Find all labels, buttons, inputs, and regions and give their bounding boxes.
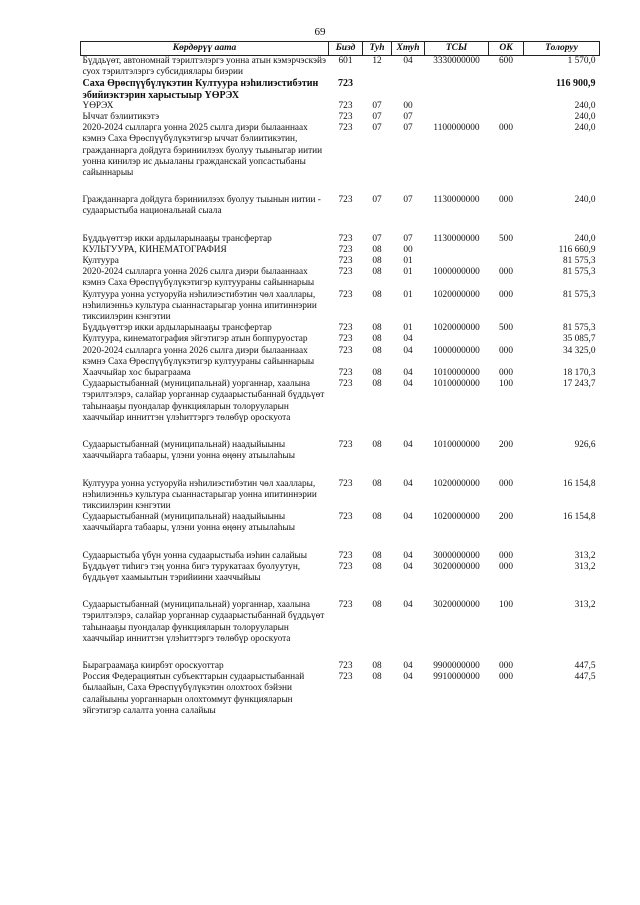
- table-row: [81, 245, 600, 256]
- row-bzd: 723: [338, 267, 353, 278]
- row-sum: 81 575,3: [562, 256, 596, 267]
- table-row: [81, 661, 600, 672]
- table-body: [81, 56, 600, 717]
- row-bzd: 723: [338, 112, 353, 123]
- row-name: 2020-2024 сылларга уонна 2026 сылга диэри былааннаах кэмнэ Саха Өрөспүүбүлүкэтигэр култуураны сайыннарыы: [82, 345, 315, 367]
- row-name: Судаарыстыбаннай (муниципальнай) уорганнар, хаалына тэрилтэлэрэ, салайар уорганнар судаарыстыбаннай бүддьүөт таһынааҕы пуондалар функцияларын толорууларын хааччыйар инниттэн үлэһиттэргэ төлөбүр ороскуота: [82, 379, 325, 423]
- row-htuh: 01: [403, 256, 413, 267]
- row-tsy: [425, 245, 489, 256]
- row-htuh: 04: [403, 440, 413, 451]
- row-name: Култуура уонна устуоруйа нэһилиэстибэтин чөл хааллары, нэһилиэнньэ культура сыаннастарыгар уонна ипитиннэрии тиксиилэрин кэнгэтии: [82, 478, 317, 511]
- row-sum: 240,0: [574, 100, 596, 111]
- row-sum: 17 243,7: [562, 379, 596, 390]
- row-tuh: 08: [372, 660, 382, 671]
- row-bzd: 723: [338, 195, 353, 206]
- row-htuh: 04: [403, 56, 413, 66]
- row-ok: 000: [499, 289, 513, 300]
- row-htuh: 00: [403, 244, 413, 255]
- row-name: КУЛЬТУУРА, КИНЕМАТОГРАФИЯ: [82, 244, 227, 255]
- header-tuh: Туһ: [363, 42, 392, 56]
- row-tsy: [425, 101, 489, 112]
- row-bzd: 723: [338, 550, 353, 561]
- row-tuh: 08: [372, 379, 382, 390]
- table-row: [81, 379, 600, 440]
- row-bzd: 723: [338, 256, 353, 267]
- row-bzd: 601: [338, 56, 353, 66]
- row-bzd: 723: [338, 379, 353, 390]
- row-sum: 81 575,3: [562, 267, 596, 278]
- row-sum: 313,2: [574, 550, 596, 561]
- row-bzd: 723: [338, 323, 353, 334]
- table-header-row: [81, 42, 600, 56]
- row-tsy: 9910000000: [433, 672, 480, 683]
- table-row: [81, 368, 600, 379]
- row-tuh: 08: [372, 289, 382, 300]
- row-htuh: 01: [403, 289, 413, 300]
- row-tuh: 08: [372, 345, 382, 356]
- row-tuh: 08: [372, 323, 382, 334]
- row-htuh: 04: [403, 334, 413, 345]
- row-name: Судаарыстыбаннай (муниципальнай) уорганнар, хаалына тэрилтэлэрэ, салайар уорганнар судаарыстыбаннай бүддьүөт таһынааҕы пуондалар функцияларын толорууларын хааччыйар инниттэн үлэһиттэргэ төлөбүр ороскуота: [82, 600, 325, 644]
- row-ok: 200: [499, 512, 513, 523]
- row-htuh: 07: [403, 123, 413, 134]
- row-bzd: 723: [338, 78, 353, 90]
- row-bzd: 723: [338, 512, 353, 523]
- row-htuh: 04: [403, 512, 413, 523]
- row-tsy: 3330000000: [433, 56, 480, 66]
- row-tuh: 08: [372, 672, 382, 683]
- row-ok: 600: [499, 56, 513, 66]
- row-bzd: 723: [338, 100, 353, 111]
- table-row: [81, 234, 600, 245]
- budget-table: [80, 41, 600, 717]
- row-htuh: 04: [403, 660, 413, 671]
- row-tuh: 08: [372, 440, 382, 451]
- row-tsy: [425, 112, 489, 123]
- table-row: [81, 440, 600, 478]
- row-ok: 000: [499, 672, 513, 683]
- row-sum: 116 900,9: [556, 78, 596, 90]
- row-tsy: 1010000000: [433, 379, 480, 390]
- row-name: 2020-2024 сылларга уонна 2026 сылга диэри былааннаах кэмнэ Саха Өрөспүүбүлүкэтигэр култуураны сайыннарыы: [82, 267, 315, 289]
- row-sum: 313,2: [574, 561, 596, 572]
- row-tuh: 08: [372, 334, 382, 345]
- table-row: [81, 256, 600, 267]
- row-tsy: 3020000000: [433, 600, 480, 611]
- row-ok: 000: [499, 368, 513, 379]
- row-ok: 500: [499, 233, 513, 244]
- row-ok: 000: [499, 550, 513, 561]
- row-tsy: 1010000000: [433, 440, 480, 451]
- row-htuh: 00: [403, 100, 413, 111]
- row-name: Судаарыстыба үбүн уонна судаарыстыба иэһин салайыы: [82, 550, 307, 561]
- row-sum: 240,0: [574, 233, 596, 244]
- row-tsy: [425, 256, 489, 267]
- header-ok: ОК: [489, 42, 524, 56]
- row-ok: 000: [499, 267, 513, 278]
- row-tuh: 08: [372, 512, 382, 523]
- row-ok: 100: [499, 600, 513, 611]
- row-name: Култуура: [82, 256, 119, 267]
- table-row: [81, 267, 600, 289]
- row-name: Бүддьүөт, автономнай тэрилтэлэргэ уонна атын кэмэрчэскэйэ суох тэрилтэлэргэ субсидиялары биэрии: [82, 56, 326, 78]
- row-name: ҮӨРЭХ: [82, 100, 114, 111]
- row-htuh: 07: [403, 112, 413, 123]
- row-tsy: 3020000000: [433, 561, 480, 572]
- row-htuh: 04: [403, 600, 413, 611]
- table-row: [81, 323, 600, 334]
- header-bzd: Бизд: [329, 42, 363, 56]
- header-name: Көрдөрүү аата: [81, 42, 329, 56]
- row-ok: 000: [499, 195, 513, 206]
- row-bzd: 723: [338, 440, 353, 451]
- row-sum: 16 154,8: [562, 478, 596, 489]
- row-name: Бүддьүөттэр икки ардыларынааҕы трансфертар: [82, 323, 272, 334]
- header-htuh: Хтуһ: [392, 42, 425, 56]
- row-ok: 000: [499, 345, 513, 356]
- row-bzd: 723: [338, 244, 353, 255]
- row-htuh: 07: [403, 195, 413, 206]
- row-name: Ыччат бэлиитикэтэ: [82, 112, 160, 123]
- row-tsy: 1100000000: [433, 123, 480, 134]
- table-row: [81, 101, 600, 112]
- row-sum: 34 325,0: [562, 345, 596, 356]
- row-bzd: 723: [338, 368, 353, 379]
- table-row: [81, 512, 600, 550]
- row-tsy: 1000000000: [433, 267, 480, 278]
- row-htuh: 04: [403, 550, 413, 561]
- row-ok: 500: [499, 323, 513, 334]
- row-tuh: 08: [372, 368, 382, 379]
- table-row: [81, 672, 600, 717]
- row-tsy: 1020000000: [433, 512, 480, 523]
- row-tuh: 08: [372, 478, 382, 489]
- row-bzd: 723: [338, 334, 353, 345]
- table-row: [81, 600, 600, 661]
- row-bzd: 723: [338, 123, 353, 134]
- row-tuh: 08: [372, 550, 382, 561]
- row-tsy: 1130000000: [433, 195, 480, 206]
- row-bzd: 723: [338, 660, 353, 671]
- table-row: [81, 56, 600, 79]
- row-htuh: 01: [403, 267, 413, 278]
- row-htuh: 04: [403, 368, 413, 379]
- row-bzd: 723: [338, 561, 353, 572]
- row-htuh: [392, 78, 425, 100]
- row-ok: [489, 256, 524, 267]
- row-ok: 000: [499, 660, 513, 671]
- row-sum: 81 575,3: [562, 323, 596, 334]
- table-row: [81, 562, 600, 600]
- row-htuh: 04: [403, 379, 413, 390]
- row-tuh: 08: [372, 600, 382, 611]
- row-name: Россия Федерациятын субъекттарын судаарыстыбаннай былаайын, Саха Өрөспүүбүлүкэтин олохтоох бэйэни салайыыны уорганнарын олохтоммут функцияларын эйгэтигэр салалта уонна салайыы: [82, 672, 305, 716]
- row-ok: [489, 101, 524, 112]
- page-number: 69: [314, 26, 326, 38]
- row-sum: 447,5: [574, 660, 596, 671]
- table-row: [81, 334, 600, 345]
- row-htuh: 07: [403, 233, 413, 244]
- row-ok: 200: [499, 440, 513, 451]
- row-name: Судаарыстыбаннай (муниципальнай) наадыйыыны хааччыйарга табаары, үлэни уонна өңөну атыылаһыы: [82, 440, 295, 462]
- table-row: [81, 290, 600, 324]
- table-row: [81, 479, 600, 513]
- row-sum: 313,2: [574, 600, 596, 611]
- table-row: [81, 195, 600, 233]
- row-tuh: 07: [372, 195, 382, 206]
- row-sum: 35 085,7: [562, 334, 596, 345]
- row-htuh: 04: [403, 345, 413, 356]
- row-name: Быраграамаҕа киирбэт ороскуоттар: [82, 660, 224, 671]
- row-tsy: 1000000000: [433, 345, 480, 356]
- table-row: [81, 112, 600, 123]
- row-tuh: 07: [372, 123, 382, 134]
- row-ok: 000: [499, 123, 513, 134]
- row-bzd: 723: [338, 600, 353, 611]
- row-sum: 240,0: [574, 112, 596, 123]
- row-name: Бүддьүөттэр икки ардыларынааҕы трансфертар: [82, 233, 272, 244]
- row-tsy: 3000000000: [433, 550, 480, 561]
- header-sum: Толоруу: [524, 42, 600, 56]
- row-tsy: 1020000000: [433, 323, 480, 334]
- row-ok: 000: [499, 478, 513, 489]
- row-tuh: 07: [372, 112, 382, 123]
- row-name: Хааччыйар хос быраграама: [82, 368, 191, 379]
- table-row: [81, 551, 600, 562]
- row-name: Култуура, кинематография эйгэтигэр атын боппуруостар: [82, 334, 308, 345]
- row-sum: 447,5: [574, 672, 596, 683]
- row-tuh: 08: [372, 267, 382, 278]
- row-name: Култуура уонна устуоруйа нэһилиэстибэтин чөл хааллары, нэһилиэнньэ культура сыаннастарыгар уонна ипитиннэрии тиксиилэрин кэнгэтии: [82, 289, 317, 323]
- row-sum: 240,0: [574, 195, 596, 206]
- row-tuh: 12: [372, 56, 382, 66]
- row-tuh: 08: [372, 561, 382, 572]
- row-sum: 926,6: [574, 440, 596, 451]
- row-ok: [489, 78, 524, 100]
- row-tsy: [425, 334, 489, 345]
- row-ok: [489, 334, 524, 345]
- table-row: [81, 78, 600, 100]
- row-sum: 116 660,9: [558, 244, 596, 255]
- row-tuh: 08: [372, 256, 382, 267]
- row-htuh: 04: [403, 478, 413, 489]
- row-bzd: 723: [338, 233, 353, 244]
- row-name: 2020-2024 сылларга уонна 2025 сылга диэри былааннаах кэмнэ Саха Өрөспүүбүлүкэтигэр ыччат бэлиитикэтин, гражданнарга дойдуга бэриниилээх буолуу тыыныгар иитии уонна кинилэр ис дьыаланы гражданскай уопсастыбаны сайыннарыы: [82, 123, 323, 179]
- header-tsy: ТСЫ: [425, 42, 489, 56]
- table-row: [81, 346, 600, 368]
- table-row: [81, 123, 600, 195]
- row-tsy: [425, 78, 489, 100]
- row-tuh: [363, 78, 392, 100]
- row-name: Гражданнарга дойдуга бэриниилээх буолуу тыынын иитии - судаарыстыба национальнай сыала: [82, 195, 321, 217]
- row-tuh: 07: [372, 100, 382, 111]
- row-tsy: 1020000000: [433, 478, 480, 489]
- row-sum: 16 154,8: [562, 512, 596, 523]
- row-bzd: 723: [338, 289, 353, 300]
- row-tsy: 1020000000: [433, 289, 480, 300]
- row-tsy: 9900000000: [433, 660, 480, 671]
- row-tsy: 1010000000: [433, 368, 480, 379]
- row-ok: [489, 245, 524, 256]
- row-sum: 1 570,0: [567, 56, 596, 66]
- row-sum: 81 575,3: [562, 289, 596, 300]
- row-bzd: 723: [338, 672, 353, 683]
- row-bzd: 723: [338, 345, 353, 356]
- row-sum: 18 170,3: [562, 368, 596, 379]
- row-sum: 240,0: [574, 123, 596, 134]
- row-ok: 100: [499, 379, 513, 390]
- row-tuh: 08: [372, 244, 382, 255]
- row-ok: [489, 112, 524, 123]
- row-name: Бүддьүөт тиһигэ тэң уонна бигэ турукатаах буолуутун, бүддьүөт хаамыытын тэрийиини хааччыйыы: [82, 561, 301, 583]
- row-htuh: 04: [403, 561, 413, 572]
- row-htuh: 04: [403, 672, 413, 683]
- row-ok: 000: [499, 561, 513, 572]
- row-htuh: 01: [403, 323, 413, 334]
- row-tuh: 07: [372, 233, 382, 244]
- row-name: Саха Өрөспүүбүлүкэтин Култуура нэһилиэстибэтин эбийиэктэрин харыстыыр ҮӨРЭХ: [82, 78, 319, 101]
- row-bzd: 723: [338, 478, 353, 489]
- row-name: Судаарыстыбаннай (муниципальнай) наадыйыыны хааччыйарга табаары, үлэни уонна өңөну атыылаһыы: [82, 512, 295, 534]
- row-tsy: 1130000000: [433, 233, 480, 244]
